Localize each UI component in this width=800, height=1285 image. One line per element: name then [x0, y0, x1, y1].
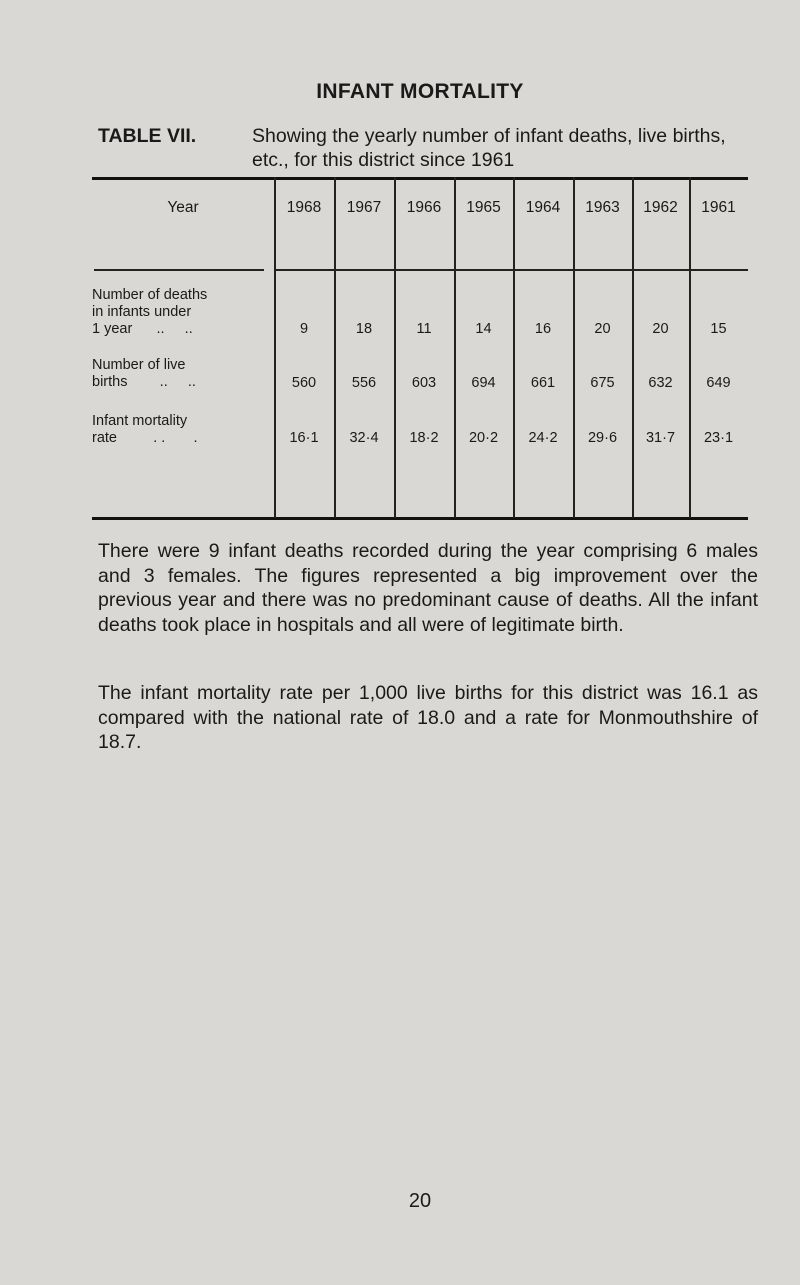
header-year-1965: 1965 [466, 199, 501, 216]
header-year-1964: 1964 [525, 199, 561, 216]
row-label-mortality-rate [92, 413, 198, 447]
table-cell: 556 [351, 375, 377, 391]
row-label-line: rate . . . [92, 430, 198, 446]
header-year-1966: 1966 [406, 199, 442, 216]
table-cell: 18 [355, 321, 373, 337]
row-label-births [92, 357, 196, 391]
body-paragraph-1: There were 9 infant deaths recorded during the year comprising 6 males and 3 females. The figures represented a big improvement over the previous year and there was no predominant cause of deaths. All the infant deaths took place in hospitals and all were of legitimate birth. [98, 540, 758, 636]
header-rule-year [94, 269, 264, 271]
table-cell: 15 [710, 321, 727, 337]
row-label-deaths [92, 287, 207, 338]
row-label-line: 1 year .. .. [92, 321, 193, 337]
column-divider [274, 177, 276, 518]
row-label-line: Number of live [92, 357, 186, 373]
table-bottom-rule [92, 517, 748, 520]
table-caption [98, 124, 758, 172]
column-divider [573, 177, 575, 518]
header-year-1968: 1968 [286, 199, 322, 216]
table-cell: 694 [471, 375, 496, 391]
table-cell: 649 [706, 375, 731, 391]
column-divider [689, 177, 691, 518]
table-cell: 11 [416, 321, 432, 337]
table-cell: 20·2 [468, 430, 499, 446]
column-divider [334, 177, 336, 518]
row-label-line: in infants under [92, 304, 192, 320]
table-cell: 32·4 [349, 430, 379, 446]
table-cell: 560 [291, 375, 317, 391]
column-divider [632, 177, 634, 518]
table-cell: 31·7 [645, 430, 676, 446]
column-divider [454, 177, 456, 518]
table-cell: 20 [652, 321, 669, 337]
table-cell: 23·1 [703, 430, 734, 446]
header-year-1961: 1961 [701, 199, 736, 216]
table-cell: 632 [648, 375, 673, 391]
body-paragraph-2: The infant mortality rate per 1,000 live births for this district was 16.1 as compared with the national rate of 18.0 and a rate for Monmouthshire of 18.7. [98, 682, 758, 753]
row-label-line: births .. .. [92, 374, 196, 390]
table-cell: 9 [299, 321, 309, 337]
header-rule-years [276, 269, 748, 271]
page-number: 20 [408, 1190, 432, 1212]
table-cell: 29·6 [587, 430, 618, 446]
table-cell: 16·1 [289, 430, 319, 446]
header-year-1962: 1962 [643, 199, 678, 216]
column-divider [513, 177, 515, 518]
header-year-1963: 1963 [585, 199, 620, 216]
table-cell: 18·2 [409, 430, 439, 446]
table-cell: 24·2 [528, 430, 558, 446]
page-heading: INFANT MORTALITY [316, 80, 524, 103]
row-label-line: Number of deaths [92, 287, 208, 303]
table-cell: 14 [475, 321, 492, 337]
table-top-rule [92, 177, 748, 180]
column-divider [394, 177, 396, 518]
row-label-line: Infant mortality [92, 413, 188, 429]
table-cell: 20 [594, 321, 611, 337]
table-cell: 661 [530, 375, 556, 391]
table-cell: 16 [534, 321, 552, 337]
header-year-1967: 1967 [346, 199, 382, 216]
table-caption-text: Showing the yearly number of infant deaths, live births, etc., for this district since 1961 [252, 125, 726, 171]
header-year: Year [167, 199, 199, 216]
table-cell: 603 [411, 375, 437, 391]
infant-mortality-table [92, 177, 748, 521]
table-caption-label: TABLE VII. [98, 125, 197, 147]
table-cell: 675 [590, 375, 615, 391]
